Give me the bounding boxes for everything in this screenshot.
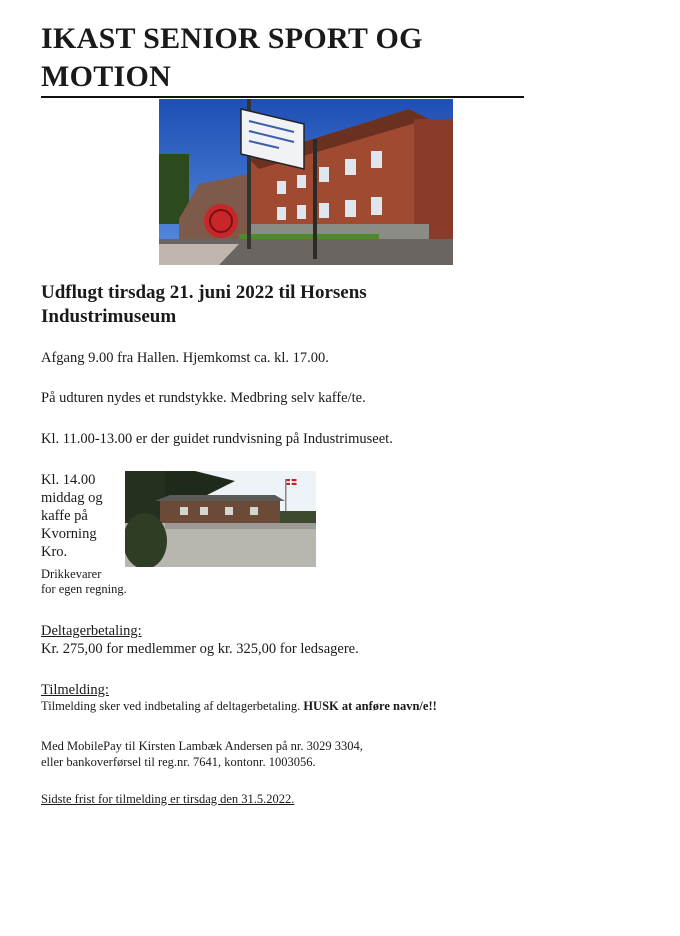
signup-reminder: HUSK at anføre navn/e!! (303, 699, 437, 713)
lunch-line: Kl. 14.00 (41, 472, 96, 488)
lunch-line: Kvorning (41, 526, 97, 542)
breakfast-text: På udturen nydes et rundstykke. Medbring selv kaffe/te. (41, 390, 366, 406)
lunch-line: middag og (41, 490, 103, 506)
museum-photo (159, 99, 453, 265)
signup-text: Tilmelding sker ved indbetaling af deltagerbetaling. (41, 699, 301, 713)
event-heading-line-2: Industrimuseum (41, 306, 177, 327)
lunch-text (41, 471, 121, 561)
lunch-line: kaffe på (41, 508, 88, 524)
lunch-line: Kro. (41, 544, 68, 560)
signup-heading: Tilmelding: (41, 682, 109, 698)
kro-photo (125, 471, 316, 567)
event-heading-line-1: Udflugt tirsdag 21. juni 2022 til Horsens (41, 282, 367, 303)
bank-transfer-text: eller bankoverførsel til reg.nr. 7641, kontonr. 1003056. (41, 755, 316, 769)
title-line-2: MOTION (41, 60, 172, 93)
title-divider (41, 96, 524, 98)
title-line-1: IKAST SENIOR SPORT OG (41, 22, 423, 55)
mobilepay-text: Med MobilePay til Kirsten Lambæk Andersen på nr. 3029 3304, (41, 739, 363, 753)
museum-photo-graphic (159, 99, 453, 265)
payment-heading: Deltagerbetaling: (41, 623, 142, 639)
drinks-line: for egen regning. (41, 582, 127, 596)
event-heading (41, 281, 461, 329)
tour-text: Kl. 11.00-13.00 er der guidet rundvisning på Industrimuseet. (41, 431, 393, 447)
kro-photo-graphic (125, 471, 316, 567)
departure-text: Afgang 9.00 fra Hallen. Hjemkomst ca. kl. 17.00. (41, 350, 329, 366)
page-title (41, 20, 531, 96)
signup-text-line (41, 698, 437, 714)
drinks-line: Drikkevarer (41, 567, 102, 581)
payment-text: Kr. 275,00 for medlemmer og kr. 325,00 for ledsagere. (41, 641, 359, 657)
drinks-note (41, 567, 151, 597)
signup-deadline: Sidste frist for tilmelding er tirsdag den 31.5.2022. (41, 792, 295, 806)
